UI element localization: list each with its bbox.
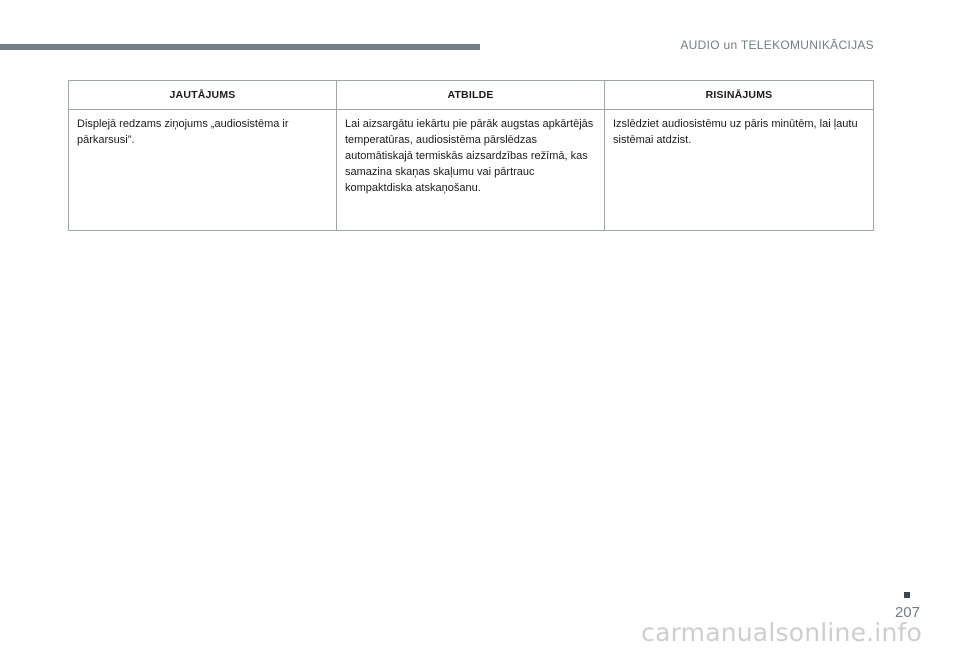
cell-question: Displejā redzams ziņojums „audiosistēma ir pārkarsusi”.: [69, 110, 337, 231]
header-bar: [0, 44, 480, 50]
cell-answer: Lai aizsargātu iekārtu pie pārāk augstas apkārtējās temperatūras, audiosistēma pārslēdzas automātiskajā termiskās aizsardzības režīmā, kas samazina skaņas skaļumu vai pārtrauc kompaktdiska atskaņošanu.: [337, 110, 605, 231]
column-header-question: JAUTĀJUMS: [69, 81, 337, 110]
cell-solution: Izslēdziet audiosistēmu uz pāris minūtēm, lai ļautu sistēmai atdzist.: [605, 110, 874, 231]
page-number: 207: [894, 604, 920, 621]
table-header-row: [69, 81, 874, 110]
section-title: AUDIO un TELEKOMUNIKĀCIJAS: [680, 38, 874, 52]
column-header-solution: RISINĀJUMS: [605, 81, 874, 110]
continue-marker-icon: [904, 592, 910, 598]
column-header-answer: ATBILDE: [337, 81, 605, 110]
faq-table: [68, 80, 874, 231]
table-row: [69, 110, 874, 231]
watermark: carmanualsonline.info: [641, 618, 922, 647]
